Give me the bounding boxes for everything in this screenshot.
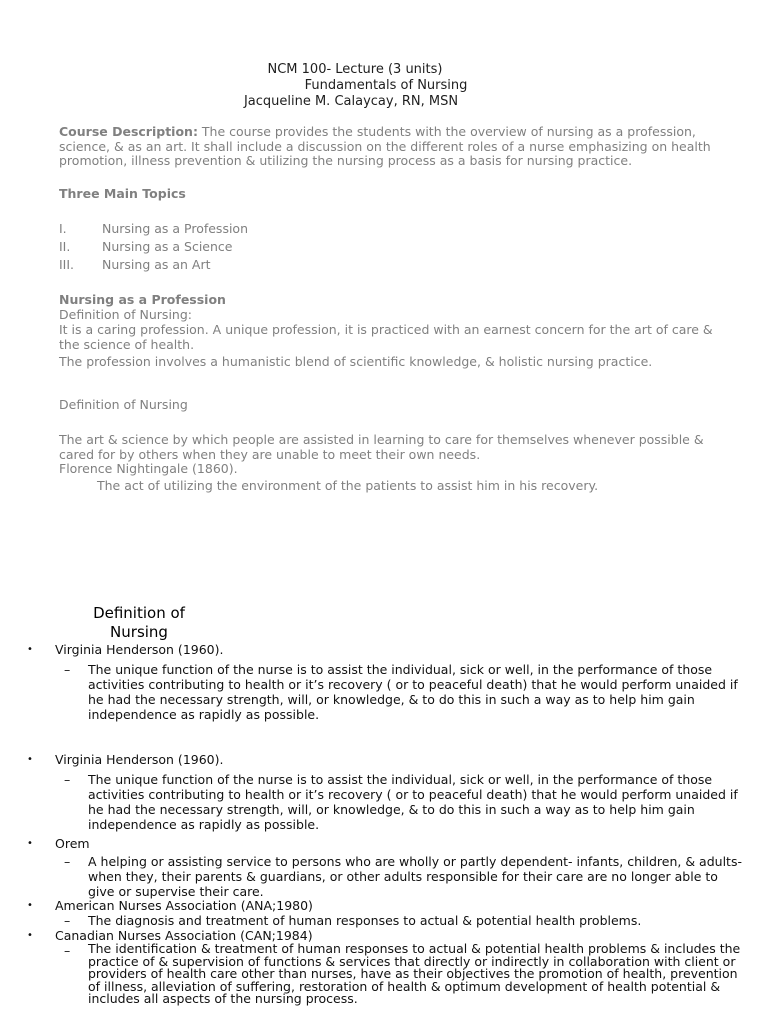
item-source: Orem bbox=[55, 836, 90, 851]
topic-number: II. bbox=[59, 239, 71, 254]
item-source: Virginia Henderson (1960). bbox=[55, 752, 224, 767]
art-paragraph: The art & science by which people are assisted in learning to care for themselves whenever possible & cared for by others when they are unable to meet their own needs. bbox=[59, 432, 704, 462]
topic-number: III. bbox=[59, 257, 75, 272]
course-description-text: The course provides the students with the overview of nursing as a profession, science, & as an art. It shall include a discussion on the different roles of a nurse emphasizing on health promotion, illness prevention & utilizing the nursing process as a basis for nursing practice. bbox=[59, 124, 711, 168]
nightingale-quote: The act of utilizing the environment of the patients to assist him in his recovery. bbox=[97, 477, 599, 493]
item-definition-text: The diagnosis and treatment of human responses to actual & potential health problems. bbox=[88, 913, 642, 928]
bullet-icon: • bbox=[27, 838, 33, 849]
item-source: Virginia Henderson (1960). bbox=[55, 642, 224, 657]
bullet-icon: • bbox=[27, 644, 33, 655]
dash-icon: – bbox=[64, 662, 71, 677]
item-definition-text: A helping or assisting service to persons who are wholly or partly dependent- infants, children, & adults- when they, their parents & guardians, or other adults responsible for their care are no longer able to give or supervise their care. bbox=[88, 854, 742, 899]
topic-item bbox=[59, 238, 719, 256]
nightingale-citation: Florence Nightingale (1860). bbox=[59, 461, 238, 476]
course-description bbox=[59, 125, 719, 169]
art-section bbox=[59, 433, 719, 493]
instructor-name: Jacqueline M. Calaycay, RN, MSN bbox=[243, 94, 459, 109]
topics-list bbox=[59, 220, 719, 274]
slide-title: Definition of Nursing bbox=[93, 604, 185, 641]
profession-paragraph: The profession involves a humanistic blend of scientific knowledge, & holistic nursing practice. bbox=[59, 354, 653, 369]
topic-label: Nursing as a Profession bbox=[102, 221, 248, 236]
definition-heading: Definition of Nursing bbox=[59, 397, 188, 412]
item-definition-text: The unique function of the nurse is to assist the individual, sick or well, in the performance of those activities contributing to health or it’s recovery ( or to peaceful death) that he would perform unaided if he had the necessary strength, will, or knowledge, & to do this in such a way as to help him gain independence as rapidly as possible. bbox=[88, 662, 738, 722]
dash-icon: – bbox=[64, 854, 71, 869]
dash-icon: – bbox=[64, 943, 71, 958]
topics-title: Three Main Topics bbox=[59, 186, 186, 201]
dash-icon: – bbox=[64, 772, 71, 787]
bullet-icon: • bbox=[27, 930, 33, 941]
topic-item bbox=[59, 220, 719, 238]
bullet-icon: • bbox=[27, 900, 33, 911]
bullet-icon: • bbox=[27, 754, 33, 765]
course-title: Fundamentals of Nursing bbox=[304, 78, 468, 93]
item-source: Canadian Nurses Association (CAN;1984) bbox=[55, 928, 313, 943]
topic-label: Nursing as a Science bbox=[102, 239, 233, 254]
topic-item bbox=[59, 256, 719, 274]
profession-section bbox=[59, 292, 719, 369]
course-description-label: Course Description: bbox=[59, 124, 198, 139]
profession-paragraph: It is a caring profession. A unique profession, it is practiced with an earnest concern for the art of care & the science of health. bbox=[59, 322, 713, 352]
topic-number: I. bbox=[59, 221, 67, 236]
item-definition-text: The identification & treatment of human responses to actual & potential health problems & includes the practice of & supervision of functions & services that directly or indirectly in collaboration with client or providers of health care other than nurses, have as their objectives the promotion of health, prevention of illness, alleviation of suffering, restoration of health & optimum development of health potential & includes all aspects of the nursing process. bbox=[88, 941, 741, 1006]
course-code: NCM 100- Lecture (3 units) bbox=[267, 62, 443, 77]
profession-definition-label: Definition of Nursing: bbox=[59, 307, 192, 322]
profession-title: Nursing as a Profession bbox=[59, 292, 226, 307]
document-header bbox=[0, 62, 768, 110]
topic-label: Nursing as an Art bbox=[102, 257, 211, 272]
dash-icon: – bbox=[64, 913, 71, 928]
item-source: American Nurses Association (ANA;1980) bbox=[55, 898, 313, 913]
item-definition-text: The unique function of the nurse is to assist the individual, sick or well, in the performance of those activities contributing to health or it’s recovery ( or to peaceful death) that he would perform unaided if he had the necessary strength, will, or knowledge, & to do this in such a way as to help him gain independence as rapidly as possible. bbox=[88, 772, 738, 832]
